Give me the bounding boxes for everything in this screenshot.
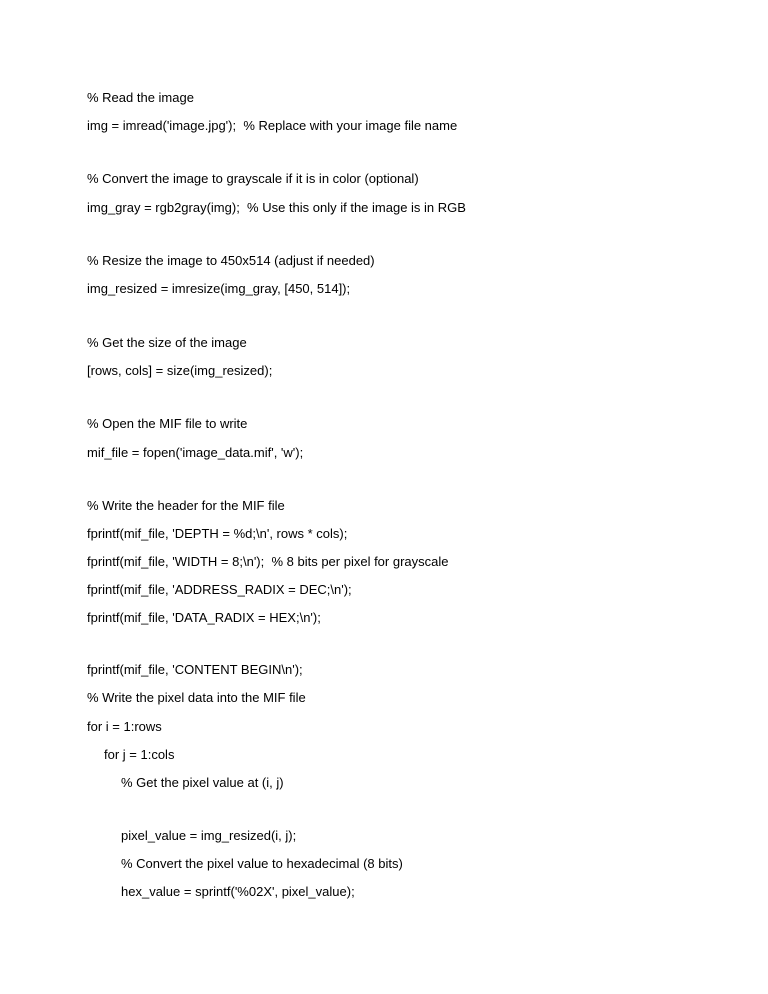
code-comment-line: % Write the pixel data into the MIF file [87, 690, 306, 705]
code-comment-line: % Resize the image to 450x514 (adjust if needed) [87, 253, 375, 268]
code-comment-line: % Read the image [87, 90, 194, 105]
code-line: mif_file = fopen('image_data.mif', 'w'); [87, 445, 304, 460]
code-line: fprintf(mif_file, 'DATA_RADIX = HEX;\n'); [87, 610, 321, 625]
code-line: pixel_value = img_resized(i, j); [121, 828, 297, 843]
code-line: img_gray = rgb2gray(img); % Use this only if the image is in RGB [87, 200, 466, 215]
code-line: hex_value = sprintf('%02X', pixel_value); [121, 884, 355, 899]
code-line: fprintf(mif_file, 'WIDTH = 8;\n'); % 8 bits per pixel for grayscale [87, 554, 449, 569]
code-line: for j = 1:cols [104, 747, 175, 762]
code-comment-line: % Convert the image to grayscale if it is in color (optional) [87, 171, 419, 186]
code-comment-line: % Write the header for the MIF file [87, 498, 285, 513]
code-line: img = imread('image.jpg'); % Replace with your image file name [87, 118, 458, 133]
code-line: [rows, cols] = size(img_resized); [87, 363, 273, 378]
code-comment-line: % Open the MIF file to write [87, 416, 248, 431]
code-line: fprintf(mif_file, 'ADDRESS_RADIX = DEC;\n'); [87, 582, 352, 597]
code-comment-line: % Get the pixel value at (i, j) [121, 775, 284, 790]
code-line: for i = 1:rows [87, 719, 162, 734]
code-line: img_resized = imresize(img_gray, [450, 514]); [87, 281, 351, 296]
code-comment-line: % Get the size of the image [87, 335, 247, 350]
code-comment-line: % Convert the pixel value to hexadecimal (8 bits) [121, 856, 403, 871]
code-line: fprintf(mif_file, 'DEPTH = %d;\n', rows * cols); [87, 526, 348, 541]
code-line: fprintf(mif_file, 'CONTENT BEGIN\n'); [87, 662, 303, 677]
